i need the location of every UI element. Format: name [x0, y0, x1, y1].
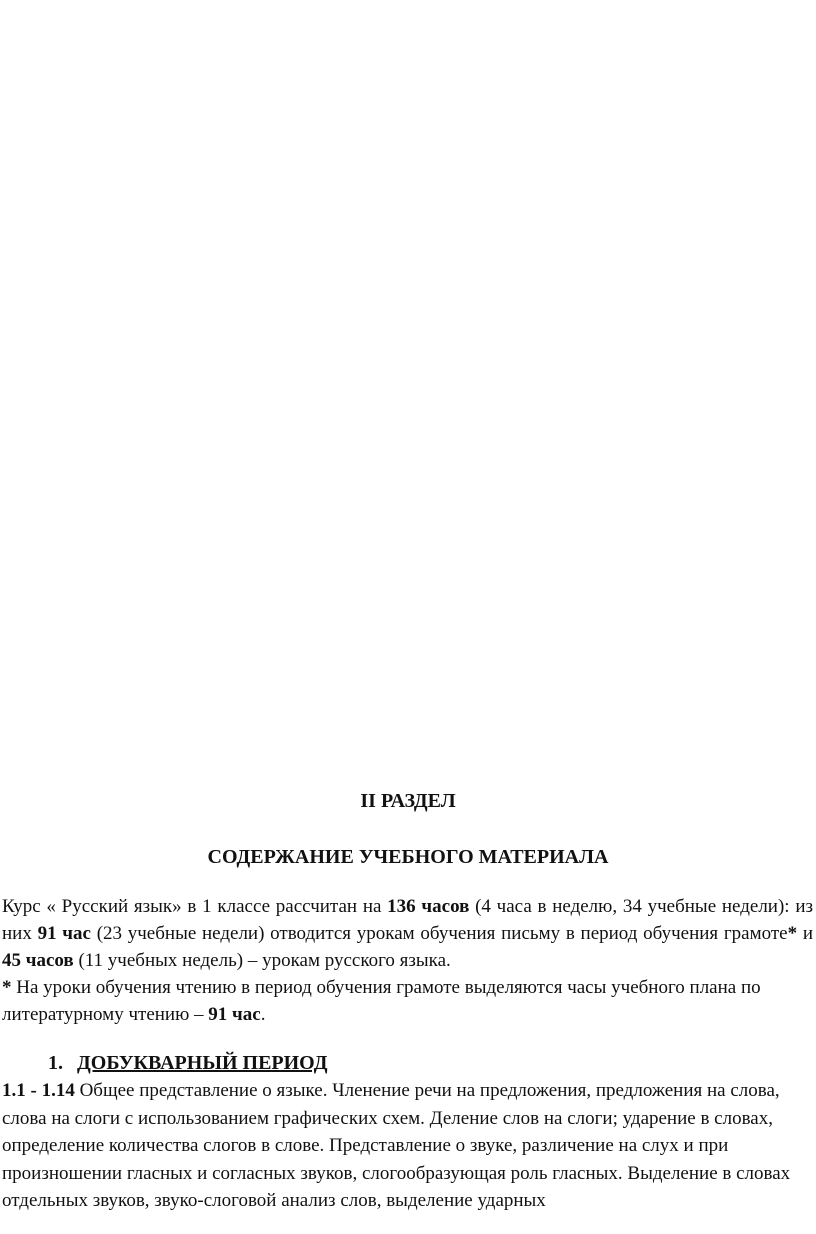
- footnote-text-2: .: [260, 1004, 266, 1025]
- intro-text-4: и: [797, 923, 814, 944]
- lesson-range: 1.1 - 1.14: [2, 1080, 75, 1101]
- intro-text-1: Курс « Русский язык» в 1 классе рассчитан на: [2, 896, 388, 917]
- reading-hours: 91 час: [208, 1004, 261, 1025]
- intro-text-2: (4 часа в неделю, 34 учебные недели): из них: [2, 896, 813, 944]
- period-paragraph: [2, 1077, 814, 1215]
- intro-block: [2, 893, 813, 1028]
- footnote-text-1: На уроки обучения чтению в период обучения грамоте выделяются часы учебного плана по литературному чтению –: [2, 977, 761, 1025]
- period-title: [48, 1050, 328, 1076]
- writing-hours: 91 час: [37, 923, 91, 944]
- russian-hours: 45 часов: [2, 950, 74, 971]
- intro-text-5: (11 учебных недель) – урокам русского языка.: [73, 950, 451, 971]
- intro-text-3: (23 учебные недели) отводится урокам обучения письму в период обучения грамоте: [90, 923, 788, 944]
- total-hours: 136 часов: [387, 896, 470, 917]
- course-hours-paragraph: [2, 893, 813, 974]
- period-name: ДОБУКВАРНЫЙ ПЕРИОД: [77, 1052, 328, 1074]
- period-number: 1.: [48, 1052, 63, 1074]
- footnote-paragraph: [2, 974, 813, 1028]
- footnote-mark: *: [787, 923, 798, 944]
- content-heading: СОДЕРЖАНИЕ УЧЕБНОГО МАТЕРИАЛА: [207, 846, 609, 868]
- period-text: Общее представление о языке. Членение речи на предложения, предложения на слова, слова на слоги с использованием графических схем. Деление слов на слоги; ударение в словах, определение количества слогов в слове. Представление о звуке, различение на слух и при произношении гласных и согласных звуков, слогообразующая роль гласных. Выделение в словах отдельных звуков, звуко-слоговой анализ слов, выделение ударных: [2, 1080, 791, 1211]
- footnote-star: *: [2, 977, 12, 998]
- section-heading: II РАЗДЕЛ: [360, 790, 456, 812]
- period-body: [2, 1077, 814, 1215]
